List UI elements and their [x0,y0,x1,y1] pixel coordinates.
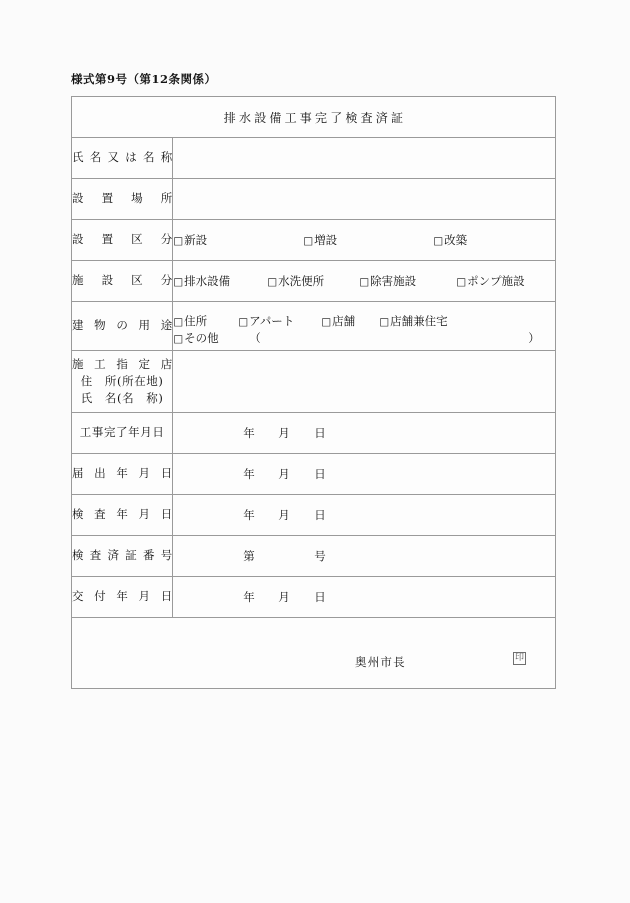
signature-area [72,618,555,688]
field-install-category [173,220,556,261]
label-issue-date-text: 交付年月日 [72,589,173,604]
checkbox-label: ポンプ施設 [467,274,525,288]
table-row-issue-date [72,577,556,618]
form-number-heading: 様式第9号（第12条関係） [71,72,217,86]
signature-cell [72,618,556,689]
label-contractor-line2: 住 所(所在地) [80,373,164,388]
table-row-building-use [72,302,556,351]
form-title-cell [72,97,556,138]
label-name [72,138,173,179]
checkbox-icon: □ [173,316,184,328]
field-completion-date[interactable] [173,413,556,454]
checkbox-option-ponpushisetsu[interactable] [456,273,524,289]
label-contractor-line3: 氏 名(名 称) [80,391,164,406]
table-row-install-category [72,220,556,261]
table-row-facility-category [72,261,556,302]
building-use-options [173,305,555,347]
table-row-inspection-date [72,495,556,536]
checkbox-icon: □ [359,276,370,288]
checkbox-option-tenpo[interactable] [321,313,355,329]
checkbox-icon: □ [173,235,184,247]
checkbox-label: 住所 [184,314,208,328]
checkbox-icon: □ [238,316,249,328]
checkbox-option-tenpokenjutaku[interactable] [379,313,447,329]
table-row-certificate-number [72,536,556,577]
label-report-date-text: 届出年月日 [72,466,173,481]
label-inspection-date [72,495,173,536]
number-suffix: 号 [314,549,326,563]
month-unit: 月 [278,590,290,604]
building-use-row-2 [173,330,555,347]
label-certificate-number-text: 検査済証番号 [72,548,173,563]
checkbox-icon: □ [173,276,184,288]
label-building-use-text: 建物の用途 [72,318,173,333]
day-unit: 日 [314,590,326,604]
label-report-date [72,454,173,495]
checkbox-icon: □ [456,276,467,288]
table-row-contractor [72,351,556,413]
checkbox-option-apato[interactable] [238,313,294,329]
day-unit: 日 [314,508,326,522]
other-paren-close: ） [528,331,540,345]
label-certificate-number [72,536,173,577]
year-unit: 年 [243,508,255,522]
year-unit: 年 [243,467,255,481]
field-certificate-number[interactable] [173,536,556,577]
checkbox-label: 除害施設 [370,274,417,288]
label-location-text: 設置場所 [72,191,173,206]
field-facility-category [173,261,556,302]
label-location [72,179,173,220]
checkbox-icon: □ [321,316,332,328]
year-unit: 年 [243,590,255,604]
label-completion-date-text: 工事完了年月日 [79,425,165,440]
checkbox-icon: □ [267,276,278,288]
label-name-text: 氏名又は名称 [72,150,173,165]
table-row-completion-date [72,413,556,454]
issuer-name: 奥州市長 [355,655,406,669]
checkbox-option-suisenbenjo[interactable] [267,273,324,289]
checkbox-option-jusho[interactable] [173,313,207,329]
checkbox-label: その他 [184,331,219,345]
checkbox-label: 排水設備 [184,274,231,288]
building-use-row-1 [173,313,555,330]
checkbox-option-zosetsu[interactable] [303,232,337,248]
label-contractor-line1: 施工指定店 [72,356,173,371]
label-install-category-text: 設置区分 [72,232,173,247]
checkbox-icon: □ [173,333,184,345]
month-unit: 月 [278,508,290,522]
checkbox-icon: □ [303,235,314,247]
table-row-signature [72,618,556,689]
number-prefix: 第 [243,549,255,563]
label-issue-date [72,577,173,618]
label-completion-date [72,413,173,454]
checkbox-label: アパート [249,314,295,328]
checkbox-option-haisuisetsubi[interactable] [173,273,230,289]
checkbox-option-kaichiku[interactable] [433,232,467,248]
checkbox-icon: □ [379,316,390,328]
seal-icon: 印 [514,653,524,663]
field-issue-date[interactable] [173,577,556,618]
checkbox-label: 水洗便所 [278,274,325,288]
field-building-use [173,302,556,351]
label-building-use [72,302,173,351]
checkbox-label: 新設 [184,233,208,247]
certificate-form-table [71,96,556,689]
checkbox-icon: □ [433,235,444,247]
table-row-name [72,138,556,179]
table-row-title [72,97,556,138]
field-inspection-date[interactable] [173,495,556,536]
month-unit: 月 [278,426,290,440]
checkbox-label: 店舗 [332,314,356,328]
table-row-location [72,179,556,220]
other-paren-open: （ [249,331,261,345]
label-facility-category [72,261,173,302]
label-inspection-date-text: 検査年月日 [72,507,173,522]
field-contractor[interactable] [173,351,556,413]
label-install-category [72,220,173,261]
day-unit: 日 [314,467,326,481]
checkbox-option-jogaishisetsu[interactable] [359,273,416,289]
checkbox-label: 増設 [314,233,338,247]
month-unit: 月 [278,467,290,481]
day-unit: 日 [314,426,326,440]
field-name[interactable] [173,138,556,179]
checkbox-label: 店舗兼住宅 [390,314,448,328]
checkbox-label: 改築 [444,233,468,247]
form-title: 排水設備工事完了検査済証 [223,110,407,125]
label-facility-category-text: 施設区分 [72,273,173,288]
checkbox-option-shinsetsu[interactable] [173,232,207,248]
table-row-report-date [72,454,556,495]
label-contractor [72,351,173,413]
field-report-date[interactable] [173,454,556,495]
checkbox-option-sonota[interactable] [173,330,218,346]
year-unit: 年 [243,426,255,440]
field-location[interactable] [173,179,556,220]
